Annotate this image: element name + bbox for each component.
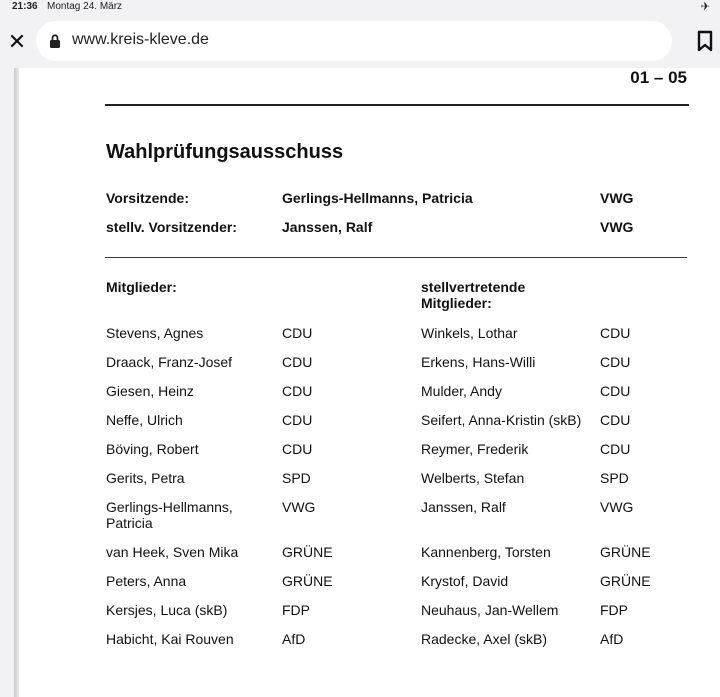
address-bar[interactable] bbox=[36, 21, 672, 61]
vice-chair-label: stellv. Vorsitzender: bbox=[106, 219, 237, 235]
deputy-name: Reymer, Frederik bbox=[421, 441, 529, 457]
close-button[interactable] bbox=[6, 30, 28, 54]
close-icon: ✕ bbox=[7, 29, 27, 54]
member-party: CDU bbox=[282, 383, 313, 399]
vice-chair-row bbox=[14, 219, 720, 237]
chair-name: Gerlings-Hellmanns, Patricia bbox=[282, 190, 473, 206]
chair-row bbox=[14, 190, 720, 208]
status-bar bbox=[0, 0, 720, 16]
member-name: Gerits, Petra bbox=[106, 470, 185, 486]
member-party: GRÜNE bbox=[282, 573, 333, 589]
member-party: CDU bbox=[282, 354, 313, 370]
chair-label: Vorsitzende: bbox=[106, 190, 189, 206]
airplane-icon: ✈ bbox=[700, 1, 710, 13]
deputy-party: CDU bbox=[600, 383, 631, 399]
page-title: Wahlprüfungsausschuss bbox=[106, 141, 344, 163]
browser-toolbar bbox=[0, 16, 720, 68]
member-name: Peters, Anna bbox=[106, 573, 187, 589]
deputy-party: GRÜNE bbox=[600, 573, 651, 589]
lock-icon bbox=[48, 33, 62, 49]
member-party: SPD bbox=[282, 470, 311, 486]
member-name: Kersjes, Luca (skB) bbox=[106, 602, 228, 618]
top-divider bbox=[105, 104, 689, 106]
member-party: AfD bbox=[282, 631, 306, 647]
deputy-name: Krystof, David bbox=[421, 573, 509, 589]
member-party: FDP bbox=[282, 602, 310, 618]
deputies-header: stellvertretende Mitglieder: bbox=[421, 279, 526, 311]
member-name: Neffe, Ulrich bbox=[106, 412, 183, 428]
deputy-name: Winkels, Lothar bbox=[421, 325, 518, 341]
member-name: Böving, Robert bbox=[106, 441, 199, 457]
member-name: Stevens, Agnes bbox=[106, 325, 204, 341]
section-divider bbox=[105, 257, 687, 258]
deputy-party: CDU bbox=[600, 325, 631, 341]
url-text: www.kreis-kleve.de bbox=[72, 31, 209, 48]
member-party: VWG bbox=[282, 499, 316, 515]
chair-party: VWG bbox=[600, 190, 634, 206]
member-name: Giesen, Heinz bbox=[106, 383, 194, 399]
vice-chair-party: VWG bbox=[600, 219, 634, 235]
deputy-name: Erkens, Hans-Willi bbox=[421, 354, 536, 370]
page-edge bbox=[14, 68, 19, 697]
bookmark-icon[interactable] bbox=[696, 30, 714, 52]
member-party: CDU bbox=[282, 325, 313, 341]
deputy-name: Neuhaus, Jan-Wellem bbox=[421, 602, 559, 618]
document-page bbox=[14, 68, 720, 697]
deputy-party: SPD bbox=[600, 470, 629, 486]
status-time: 21:36 bbox=[12, 1, 38, 12]
deputy-name: Seifert, Anna-Kristin (skB) bbox=[421, 412, 582, 428]
member-name: Gerlings-Hellmanns, Patricia bbox=[106, 499, 233, 531]
members-header: Mitglieder: bbox=[106, 279, 177, 295]
member-party: CDU bbox=[282, 441, 313, 457]
page-number: 01 – 05 bbox=[630, 68, 687, 87]
deputy-party: VWG bbox=[600, 499, 634, 515]
member-party: GRÜNE bbox=[282, 544, 333, 560]
member-name: Draack, Franz-Josef bbox=[106, 354, 233, 370]
deputy-name: Welberts, Stefan bbox=[421, 470, 525, 486]
member-name: Habicht, Kai Rouven bbox=[106, 631, 234, 647]
deputy-party: AfD bbox=[600, 631, 624, 647]
deputy-name: Mulder, Andy bbox=[421, 383, 502, 399]
deputy-name: Radecke, Axel (skB) bbox=[421, 631, 548, 647]
deputy-party: CDU bbox=[600, 412, 631, 428]
member-party: CDU bbox=[282, 412, 313, 428]
deputy-party: GRÜNE bbox=[600, 544, 651, 560]
deputy-name: Kannenberg, Torsten bbox=[421, 544, 551, 560]
deputy-name: Janssen, Ralf bbox=[421, 499, 506, 515]
deputy-party: CDU bbox=[600, 441, 631, 457]
member-name: van Heek, Sven Mika bbox=[106, 544, 239, 560]
status-date: Montag 24. März bbox=[47, 1, 123, 12]
vice-chair-name: Janssen, Ralf bbox=[282, 219, 373, 235]
deputy-party: FDP bbox=[600, 602, 628, 618]
deputy-party: CDU bbox=[600, 354, 631, 370]
